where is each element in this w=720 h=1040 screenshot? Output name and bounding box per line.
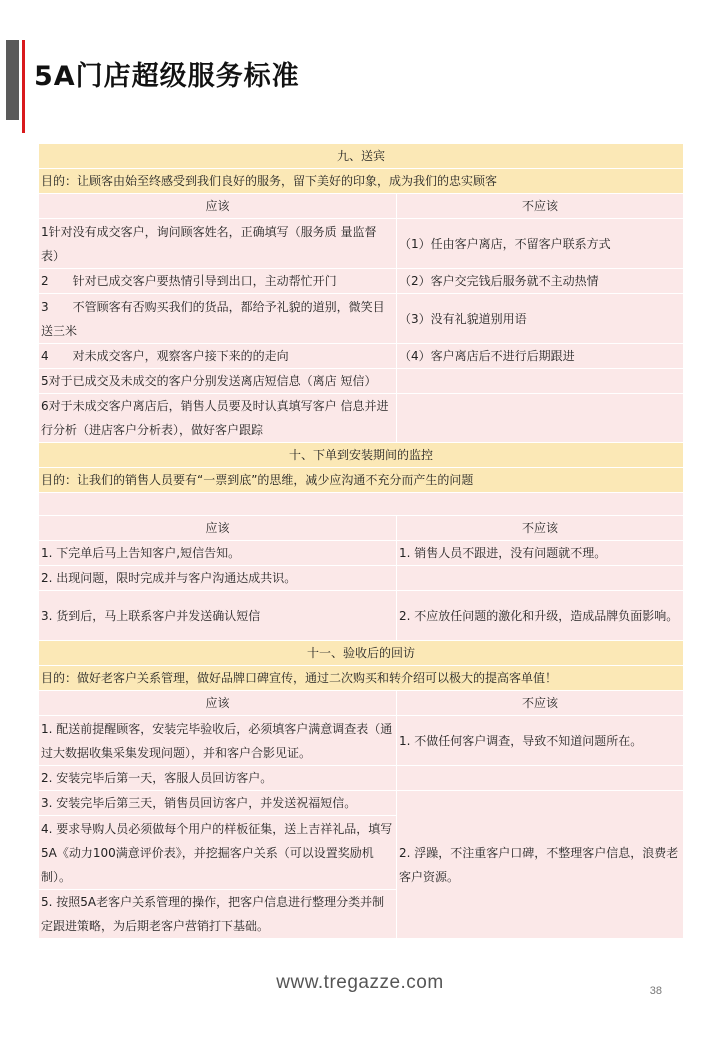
shouldnot-cell: （3）没有礼貌道别用语 [397, 294, 684, 344]
column-header-row [39, 691, 684, 716]
should-cell: 1. 下完单后马上告知客户,短信告知。 [39, 541, 397, 566]
should-cell: 4 对未成交客户，观察客户接下来的的走向 [39, 344, 397, 369]
should-cell: 5. 按照5A老客户关系管理的操作，把客户信息进行整理分类并制定跟进策略，为后期老客户营销打下基础。 [39, 890, 397, 939]
col-header-should: 应该 [39, 194, 397, 219]
should-cell: 3. 货到后，马上联系客户并发送确认短信 [39, 591, 397, 641]
shouldnot-cell [397, 766, 684, 791]
col-header-should: 应该 [39, 516, 397, 541]
section-purpose-row [39, 169, 684, 194]
should-cell: 2. 安装完毕后第一天，客服人员回访客户。 [39, 766, 397, 791]
should-cell: 6对于未成交客户离店后，销售人员要及时认真填写客户 信息并进行分析（进店客户分析表），做好客户跟踪 [39, 394, 397, 443]
page-title: 5A门店超级服务标准 [34, 61, 300, 92]
col-header-shouldnot: 不应该 [397, 194, 684, 219]
shouldnot-cell [397, 369, 684, 394]
section-heading-row [39, 443, 684, 468]
section-heading: 十、下单到安装期间的监控 [39, 443, 684, 468]
should-cell: 4. 要求导购人员必须做每个用户的样板征集，送上吉祥礼品，填写5A《动力100满意评价表》，并挖掘客户关系（可以设置奖励机制）。 [39, 816, 397, 890]
shouldnot-cell: （4）客户离店后不进行后期跟进 [397, 344, 684, 369]
shouldnot-cell: 1. 销售人员不跟进，没有问题就不理。 [397, 541, 684, 566]
footer-url: www.tregazze.com [276, 972, 444, 993]
column-header-row [39, 516, 684, 541]
table-row [39, 269, 684, 294]
blank-row [39, 493, 684, 516]
table-row [39, 766, 684, 791]
shouldnot-cell: （2）客户交完钱后服务就不主动热情 [397, 269, 684, 294]
shouldnot-cell [397, 394, 684, 443]
should-cell: 2 针对已成交客户要热情引导到出口，主动帮忙开门 [39, 269, 397, 294]
col-header-should: 应该 [39, 691, 397, 716]
should-cell: 2. 出现问题，限时完成并与客户沟通达成共识。 [39, 566, 397, 591]
should-cell: 3 不管顾客有否购买我们的货品，都给予礼貌的道别，微笑目送三米 [39, 294, 397, 344]
shouldnot-cell: 2. 浮躁，不注重客户口碑，不整理客户信息，浪费老客户资源。 [397, 791, 684, 939]
col-header-shouldnot: 不应该 [397, 516, 684, 541]
table-row [39, 566, 684, 591]
blank-cell [39, 493, 684, 516]
section-heading-row [39, 641, 684, 666]
should-cell: 1. 配送前提醒顾客，安装完毕验收后，必须填客户满意调查表（通过大数据收集采集发现问题），并和客户合影见证。 [39, 716, 397, 766]
table-row [39, 294, 684, 344]
shouldnot-cell [397, 566, 684, 591]
section-purpose-row [39, 666, 684, 691]
section-purpose: 目的：让我们的销售人员要有“一票到底”的思维，减少应沟通不充分而产生的问题 [39, 468, 684, 493]
should-cell: 1针对没有成交客户，询问顾客姓名，正确填写（服务质 量监督表） [39, 219, 397, 269]
section-purpose: 目的：让顾客由始至终感受到我们良好的服务，留下美好的印象，成为我们的忠实顾客 [39, 169, 684, 194]
table-row [39, 219, 684, 269]
section-purpose: 目的：做好老客户关系管理，做好品牌口碑宣传，通过二次购买和转介绍可以极大的提高客单值！ [39, 666, 684, 691]
shouldnot-cell: 2. 不应放任问题的激化和升级，造成品牌负面影响。 [397, 591, 684, 641]
should-cell: 3. 安装完毕后第三天，销售员回访客户，并发送祝福短信。 [39, 791, 397, 816]
table-row [39, 344, 684, 369]
table-row [39, 791, 684, 816]
service-standard-table [38, 143, 684, 939]
title-accent-line [22, 40, 25, 133]
table-row [39, 541, 684, 566]
column-header-row [39, 194, 684, 219]
table-row [39, 591, 684, 641]
should-cell: 5对于已成交及未成交的客户分别发送离店短信息（离店 短信） [39, 369, 397, 394]
col-header-shouldnot: 不应该 [397, 691, 684, 716]
page-number: 38 [649, 985, 662, 997]
table-row [39, 394, 684, 443]
title-accent-bar [6, 40, 19, 120]
section-heading: 十一、验收后的回访 [39, 641, 684, 666]
section-heading: 九、送宾 [39, 144, 684, 169]
shouldnot-cell: （1）任由客户离店，不留客户联系方式 [397, 219, 684, 269]
table-row [39, 369, 684, 394]
section-purpose-row [39, 468, 684, 493]
shouldnot-cell: 1. 不做任何客户调查，导致不知道问题所在。 [397, 716, 684, 766]
section-heading-row [39, 144, 684, 169]
table-row [39, 716, 684, 766]
